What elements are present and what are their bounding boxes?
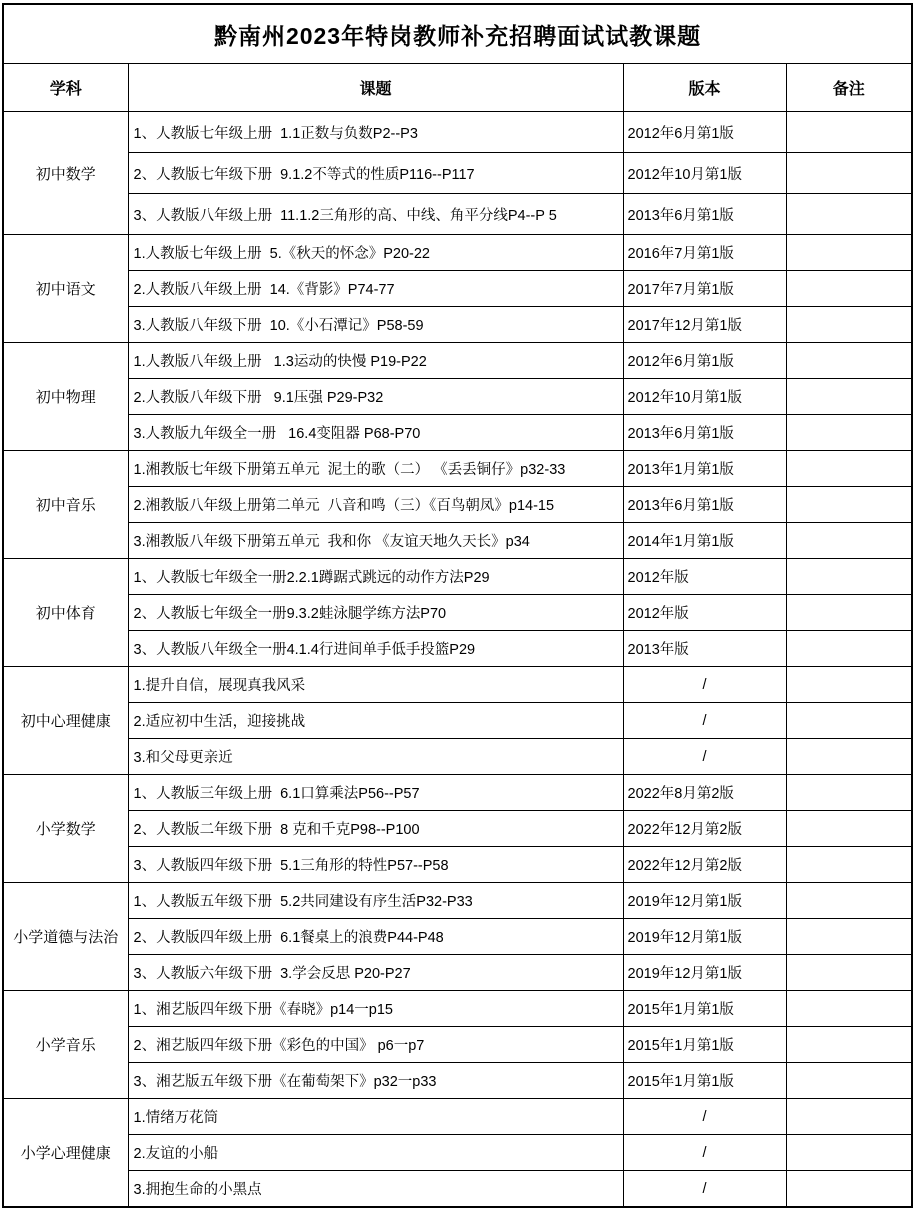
- topic-cell: 1、人教版七年级上册 1.1正数与负数P2--P3: [128, 112, 623, 153]
- topic-cell: 1.提升自信，展现真我风采: [128, 667, 623, 703]
- version-cell: 2016年7月第1版: [623, 235, 786, 271]
- subject-cell: 初中体育: [3, 559, 128, 667]
- topic-cell: 2.人教版八年级下册 9.1压强 P29-P32: [128, 379, 623, 415]
- topic-cell: 2、人教版四年级上册 6.1餐桌上的浪费P44-P48: [128, 919, 623, 955]
- note-cell: [786, 271, 912, 307]
- table-row: [3, 883, 912, 919]
- note-cell: [786, 631, 912, 667]
- version-cell: 2022年12月第2版: [623, 811, 786, 847]
- note-cell: [786, 595, 912, 631]
- topic-cell: 1、湘艺版四年级下册《春晓》p14一p15: [128, 991, 623, 1027]
- note-cell: [786, 451, 912, 487]
- topic-cell: 1、人教版五年级下册 5.2共同建设有序生活P32-P33: [128, 883, 623, 919]
- note-cell: [786, 847, 912, 883]
- note-cell: [786, 194, 912, 235]
- topic-cell: 3、湘艺版五年级下册《在葡萄架下》p32一p33: [128, 1063, 623, 1099]
- table-row: [3, 703, 912, 739]
- table-row: [3, 919, 912, 955]
- table-row: [3, 379, 912, 415]
- column-header-subject: 学科: [3, 64, 128, 112]
- subject-cell: 初中物理: [3, 343, 128, 451]
- column-header-topic: 课题: [128, 64, 623, 112]
- title-row: [3, 4, 912, 64]
- topic-cell: 1.情绪万花筒: [128, 1099, 623, 1135]
- table-row: [3, 847, 912, 883]
- table-row: [3, 487, 912, 523]
- note-cell: [786, 703, 912, 739]
- topic-cell: 3、人教版八年级全一册4.1.4行进间单手低手投篮P29: [128, 631, 623, 667]
- version-cell: /: [623, 1099, 786, 1135]
- note-cell: [786, 343, 912, 379]
- table-row: [3, 343, 912, 379]
- table-row: [3, 451, 912, 487]
- version-cell: 2019年12月第1版: [623, 955, 786, 991]
- page-title: 黔南州2023年特岗教师补充招聘面试试教课题: [3, 4, 912, 64]
- note-cell: [786, 1027, 912, 1063]
- topic-cell: 3、人教版六年级下册 3.学会反思 P20-P27: [128, 955, 623, 991]
- note-cell: [786, 775, 912, 811]
- version-cell: 2012年10月第1版: [623, 153, 786, 194]
- version-cell: 2012年6月第1版: [623, 343, 786, 379]
- version-cell: /: [623, 1171, 786, 1208]
- note-cell: [786, 919, 912, 955]
- table-row: [3, 631, 912, 667]
- subject-cell: 初中音乐: [3, 451, 128, 559]
- version-cell: 2013年6月第1版: [623, 487, 786, 523]
- note-cell: [786, 955, 912, 991]
- note-cell: [786, 739, 912, 775]
- note-cell: [786, 523, 912, 559]
- table-row: [3, 153, 912, 194]
- table-row: [3, 112, 912, 153]
- note-cell: [786, 559, 912, 595]
- table-row: [3, 271, 912, 307]
- topic-cell: 3.湘教版八年级下册第五单元 我和你 《友谊天地久天长》p34: [128, 523, 623, 559]
- version-cell: 2013年1月第1版: [623, 451, 786, 487]
- table-row: [3, 559, 912, 595]
- version-cell: 2013年版: [623, 631, 786, 667]
- version-cell: 2012年6月第1版: [623, 112, 786, 153]
- topic-cell: 3、人教版四年级下册 5.1三角形的特性P57--P58: [128, 847, 623, 883]
- column-header-version: 版本: [623, 64, 786, 112]
- version-cell: 2017年7月第1版: [623, 271, 786, 307]
- note-cell: [786, 883, 912, 919]
- topic-cell: 1、人教版七年级全一册2.2.1蹲踞式跳远的动作方法P29: [128, 559, 623, 595]
- table-row: [3, 955, 912, 991]
- note-cell: [786, 811, 912, 847]
- note-cell: [786, 1171, 912, 1208]
- topic-cell: 2.适应初中生活，迎接挑战: [128, 703, 623, 739]
- table-row: [3, 1063, 912, 1099]
- version-cell: /: [623, 703, 786, 739]
- version-cell: 2022年12月第2版: [623, 847, 786, 883]
- table-row: [3, 235, 912, 271]
- topic-cell: 3.人教版九年级全一册 16.4变阻器 P68-P70: [128, 415, 623, 451]
- note-cell: [786, 153, 912, 194]
- topic-cell: 2、人教版七年级下册 9.1.2不等式的性质P116--P117: [128, 153, 623, 194]
- note-cell: [786, 307, 912, 343]
- table-row: [3, 595, 912, 631]
- version-cell: 2022年8月第2版: [623, 775, 786, 811]
- subject-cell: 初中心理健康: [3, 667, 128, 775]
- column-header-note: 备注: [786, 64, 912, 112]
- topic-cell: 2.人教版八年级上册 14.《背影》P74-77: [128, 271, 623, 307]
- table-row: [3, 991, 912, 1027]
- table-row: [3, 739, 912, 775]
- version-cell: 2015年1月第1版: [623, 991, 786, 1027]
- table-row: [3, 1099, 912, 1135]
- version-cell: /: [623, 667, 786, 703]
- header-row: [3, 64, 912, 112]
- subject-cell: 小学道德与法治: [3, 883, 128, 991]
- table-row: [3, 775, 912, 811]
- version-cell: 2015年1月第1版: [623, 1063, 786, 1099]
- version-cell: 2017年12月第1版: [623, 307, 786, 343]
- note-cell: [786, 112, 912, 153]
- version-cell: 2012年10月第1版: [623, 379, 786, 415]
- note-cell: [786, 1063, 912, 1099]
- note-cell: [786, 415, 912, 451]
- topic-cell: 3.和父母更亲近: [128, 739, 623, 775]
- version-cell: /: [623, 739, 786, 775]
- table-row: [3, 307, 912, 343]
- topic-cell: 2、湘艺版四年级下册《彩色的中国》 p6一p7: [128, 1027, 623, 1063]
- topic-cell: 2.友谊的小船: [128, 1135, 623, 1171]
- subject-cell: 初中数学: [3, 112, 128, 235]
- table-row: [3, 1171, 912, 1208]
- note-cell: [786, 235, 912, 271]
- topic-cell: 1.人教版八年级上册 1.3运动的快慢 P19-P22: [128, 343, 623, 379]
- table-row: [3, 194, 912, 235]
- note-cell: [786, 991, 912, 1027]
- version-cell: 2019年12月第1版: [623, 919, 786, 955]
- topic-cell: 3.人教版八年级下册 10.《小石潭记》P58-59: [128, 307, 623, 343]
- note-cell: [786, 1135, 912, 1171]
- topic-cell: 2.湘教版八年级上册第二单元 八音和鸣（三）《百鸟朝凤》p14-15: [128, 487, 623, 523]
- note-cell: [786, 1099, 912, 1135]
- table-row: [3, 811, 912, 847]
- table-row: [3, 415, 912, 451]
- version-cell: 2013年6月第1版: [623, 194, 786, 235]
- version-cell: 2012年版: [623, 595, 786, 631]
- table-row: [3, 1027, 912, 1063]
- subject-cell: 小学音乐: [3, 991, 128, 1099]
- topic-cell: 1.湘教版七年级下册第五单元 泥土的歌（二） 《丢丢铜仔》p32-33: [128, 451, 623, 487]
- version-cell: 2015年1月第1版: [623, 1027, 786, 1063]
- topic-cell: 3.拥抱生命的小黑点: [128, 1171, 623, 1208]
- subject-cell: 小学数学: [3, 775, 128, 883]
- table-row: [3, 523, 912, 559]
- topic-cell: 2、人教版二年级下册 8 克和千克P98--P100: [128, 811, 623, 847]
- version-cell: 2014年1月第1版: [623, 523, 786, 559]
- topic-cell: 2、人教版七年级全一册9.3.2蛙泳腿学练方法P70: [128, 595, 623, 631]
- topics-table: [2, 3, 913, 1208]
- note-cell: [786, 379, 912, 415]
- version-cell: 2013年6月第1版: [623, 415, 786, 451]
- topic-cell: 1、人教版三年级上册 6.1口算乘法P56--P57: [128, 775, 623, 811]
- subject-cell: 初中语文: [3, 235, 128, 343]
- topic-cell: 1.人教版七年级上册 5.《秋天的怀念》P20-22: [128, 235, 623, 271]
- subject-cell: 小学心理健康: [3, 1099, 128, 1208]
- version-cell: 2012年版: [623, 559, 786, 595]
- topic-cell: 3、人教版八年级上册 11.1.2三角形的高、中线、角平分线P4--P 5: [128, 194, 623, 235]
- table-row: [3, 1135, 912, 1171]
- note-cell: [786, 667, 912, 703]
- table-row: [3, 667, 912, 703]
- version-cell: 2019年12月第1版: [623, 883, 786, 919]
- version-cell: /: [623, 1135, 786, 1171]
- note-cell: [786, 487, 912, 523]
